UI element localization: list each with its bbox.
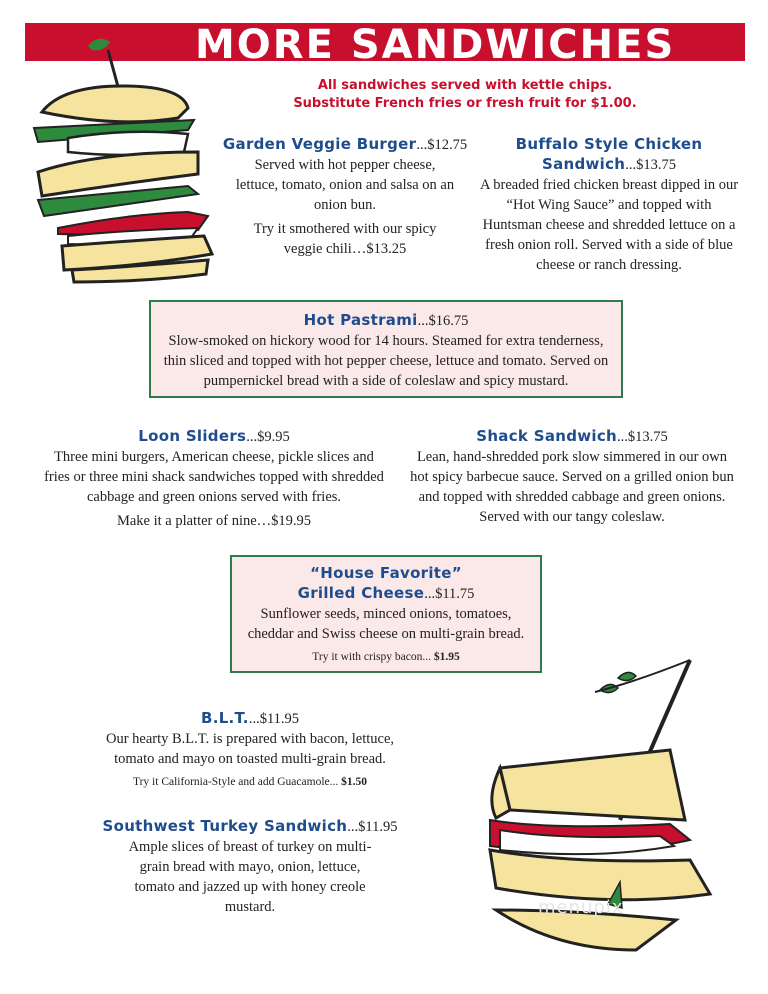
note-price: $1.50 <box>341 776 367 788</box>
item-note: Make it a platter of nine…$19.95 <box>116 513 312 529</box>
item-description: A breaded fried chicken breast dipped in our “Hot Wing Sauce” and topped with Huntsman cheese and shredded lettuce on a fresh onion roll. Served with a side of blue cheese or ranch dressing. <box>479 177 739 273</box>
item-description: Sunflower seeds, minced onions, tomatoes, cheddar and Swiss cheese on multi-grain bread. <box>247 606 525 642</box>
item-name: Loon Sliders <box>138 427 247 445</box>
item-name: Grilled Cheese <box>297 584 425 602</box>
item-name-cont: Sandwich <box>541 155 626 173</box>
item-name: Hot Pastrami <box>303 311 418 329</box>
note-text: Try it California-Style and add Guacamole... <box>132 776 339 788</box>
item-name: Southwest Turkey Sandwich <box>102 817 348 835</box>
item-description: Our hearty B.L.T. is prepared with bacon, lettuce, tomato and mayo on toasted multi-grain bread. <box>105 731 395 767</box>
item-price: ...$16.75 <box>417 313 469 329</box>
item-note: Try it smothered with our spicy veggie chili…$13.25 <box>253 221 437 257</box>
menu-item-loon-sliders <box>44 426 384 531</box>
sides-note-line1: All sandwiches served with kettle chips. <box>317 78 613 93</box>
menu-item-shack-sandwich <box>410 426 734 527</box>
item-description: Served with hot pepper cheese, lettuce, tomato, onion and salsa on an onion bun. <box>235 157 455 213</box>
item-price: ...$11.95 <box>248 711 300 727</box>
item-description: Three mini burgers, American cheese, pickle slices and fries or three mini shack sandwiches topped with shredded cabbage and green onions served with fries. <box>44 449 384 505</box>
note-text: Try it with crispy bacon... <box>312 651 431 663</box>
sides-note-line2: Substitute French fries or fresh fruit for $1.00. <box>293 96 637 111</box>
note-price: $1.95 <box>433 651 460 663</box>
item-name: Buffalo Style Chicken <box>515 135 703 153</box>
item-name: B.L.T. <box>200 709 249 727</box>
item-price: ...$9.95 <box>246 429 290 445</box>
menu-item-buffalo-chicken-sandwich <box>478 134 740 275</box>
menu-item-blt <box>90 708 410 792</box>
watermark: menupix <box>538 897 624 918</box>
item-note <box>90 772 410 792</box>
stacked-club-sandwich-icon <box>28 32 220 294</box>
page-title: MORE SANDWICHES <box>195 22 676 68</box>
triangle-sandwich-icon <box>470 650 730 980</box>
item-price: ...$12.75 <box>416 137 468 153</box>
item-price: ...$11.95 <box>347 819 398 835</box>
menu-item-garden-veggie-burger <box>210 134 480 259</box>
item-description: Ample slices of breast of turkey on multi-grain bread with mayo, onion, lettuce, tomato and jazzed up with honey creole mustard. <box>128 839 372 915</box>
item-name: Shack Sandwich <box>476 427 618 445</box>
item-description: Slow-smoked on hickory wood for 14 hours. Steamed for extra tenderness, thin sliced and topped with hot pepper cheese, lettuce and tomato. Served on pumpernickel bread with a side of coleslaw and spicy mustard. <box>163 333 609 389</box>
item-price: ...$13.75 <box>625 157 677 173</box>
sides-note <box>250 77 680 113</box>
item-price: ...$11.75 <box>424 586 475 602</box>
menu-item-hot-pastrami <box>157 310 615 391</box>
item-price: ...$13.75 <box>617 429 668 445</box>
house-favorite-tag: “House Favorite” <box>310 564 462 582</box>
menu-item-southwest-turkey-sandwich <box>90 816 410 917</box>
item-name: Garden Veggie Burger <box>222 135 417 153</box>
featured-box-hot-pastrami <box>149 300 623 398</box>
item-description: Lean, hand-shredded pork slow simmered in our own hot spicy barbecue sauce. Served on a grilled onion bun and topped with shredded cabbage and green onions. Served with our tangy coleslaw. <box>410 449 734 525</box>
